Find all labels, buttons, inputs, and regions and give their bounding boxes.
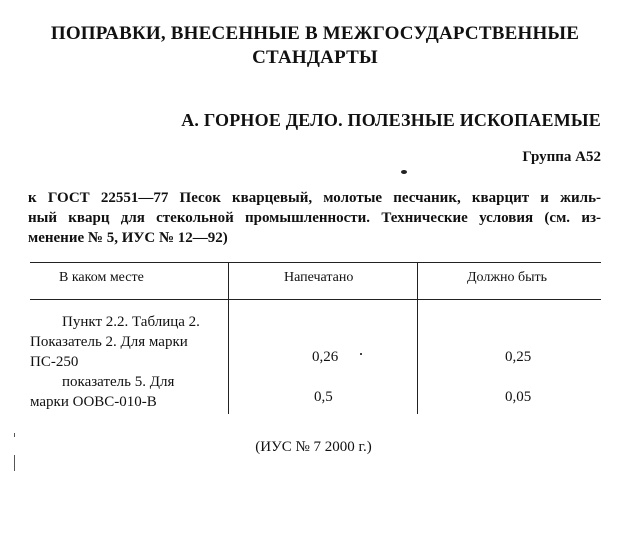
source-note: (ИУС № 7 2000 г.) bbox=[255, 439, 372, 455]
table-cell-printed: 0,5 bbox=[314, 389, 333, 405]
table-cell-place-line: Пункт 2.2. Таблица 2. bbox=[62, 314, 200, 330]
print-speck bbox=[401, 170, 407, 174]
margin-mark bbox=[14, 433, 15, 437]
table-cell-place-line: Показатель 2. Для марки bbox=[30, 334, 188, 350]
document-title bbox=[20, 22, 610, 70]
print-speck-small bbox=[360, 353, 362, 355]
column-header-should-be: Должно быть bbox=[467, 270, 548, 285]
standard-reference bbox=[28, 188, 601, 248]
table-cell-place-line: показатель 5. Для bbox=[62, 374, 175, 390]
group-label: Группа А52 bbox=[522, 149, 601, 165]
section-title: А. ГОРНОЕ ДЕЛО. ПОЛЕЗНЫЕ ИСКОПАЕМЫЕ bbox=[181, 110, 601, 130]
table-header-rule bbox=[30, 299, 601, 300]
margin-mark bbox=[14, 455, 15, 471]
column-header-place: В каком месте bbox=[59, 270, 144, 285]
table-cell-should-be: 0,25 bbox=[505, 349, 532, 365]
table-cell-printed: 0,26 bbox=[312, 349, 339, 365]
table-cell-place-line: ПС-250 bbox=[30, 354, 79, 370]
table-column-divider bbox=[228, 262, 229, 414]
standard-reference-line-1: к ГОСТ 22551—77 Песок кварцевый, молотые песчаник, кварцит и жиль- bbox=[28, 190, 601, 206]
table-cell-should-be: 0,05 bbox=[505, 389, 532, 405]
standard-reference-line-3: менение № 5, ИУС № 12—92) bbox=[28, 230, 228, 246]
table-cell-place-line: марки ООВС-010-В bbox=[30, 394, 157, 410]
document-title-line-2: СТАНДАРТЫ bbox=[252, 47, 378, 68]
column-header-printed: Напечатано bbox=[284, 270, 354, 285]
table-top-rule bbox=[30, 262, 601, 263]
standard-reference-line-2: ный кварц для стекольной промышленности. Технические условия (см. из- bbox=[28, 210, 601, 226]
table-column-divider bbox=[417, 262, 418, 414]
document-title-line-1: ПОПРАВКИ, ВНЕСЕННЫЕ В МЕЖГОСУДАРСТВЕННЫЕ bbox=[50, 23, 580, 44]
